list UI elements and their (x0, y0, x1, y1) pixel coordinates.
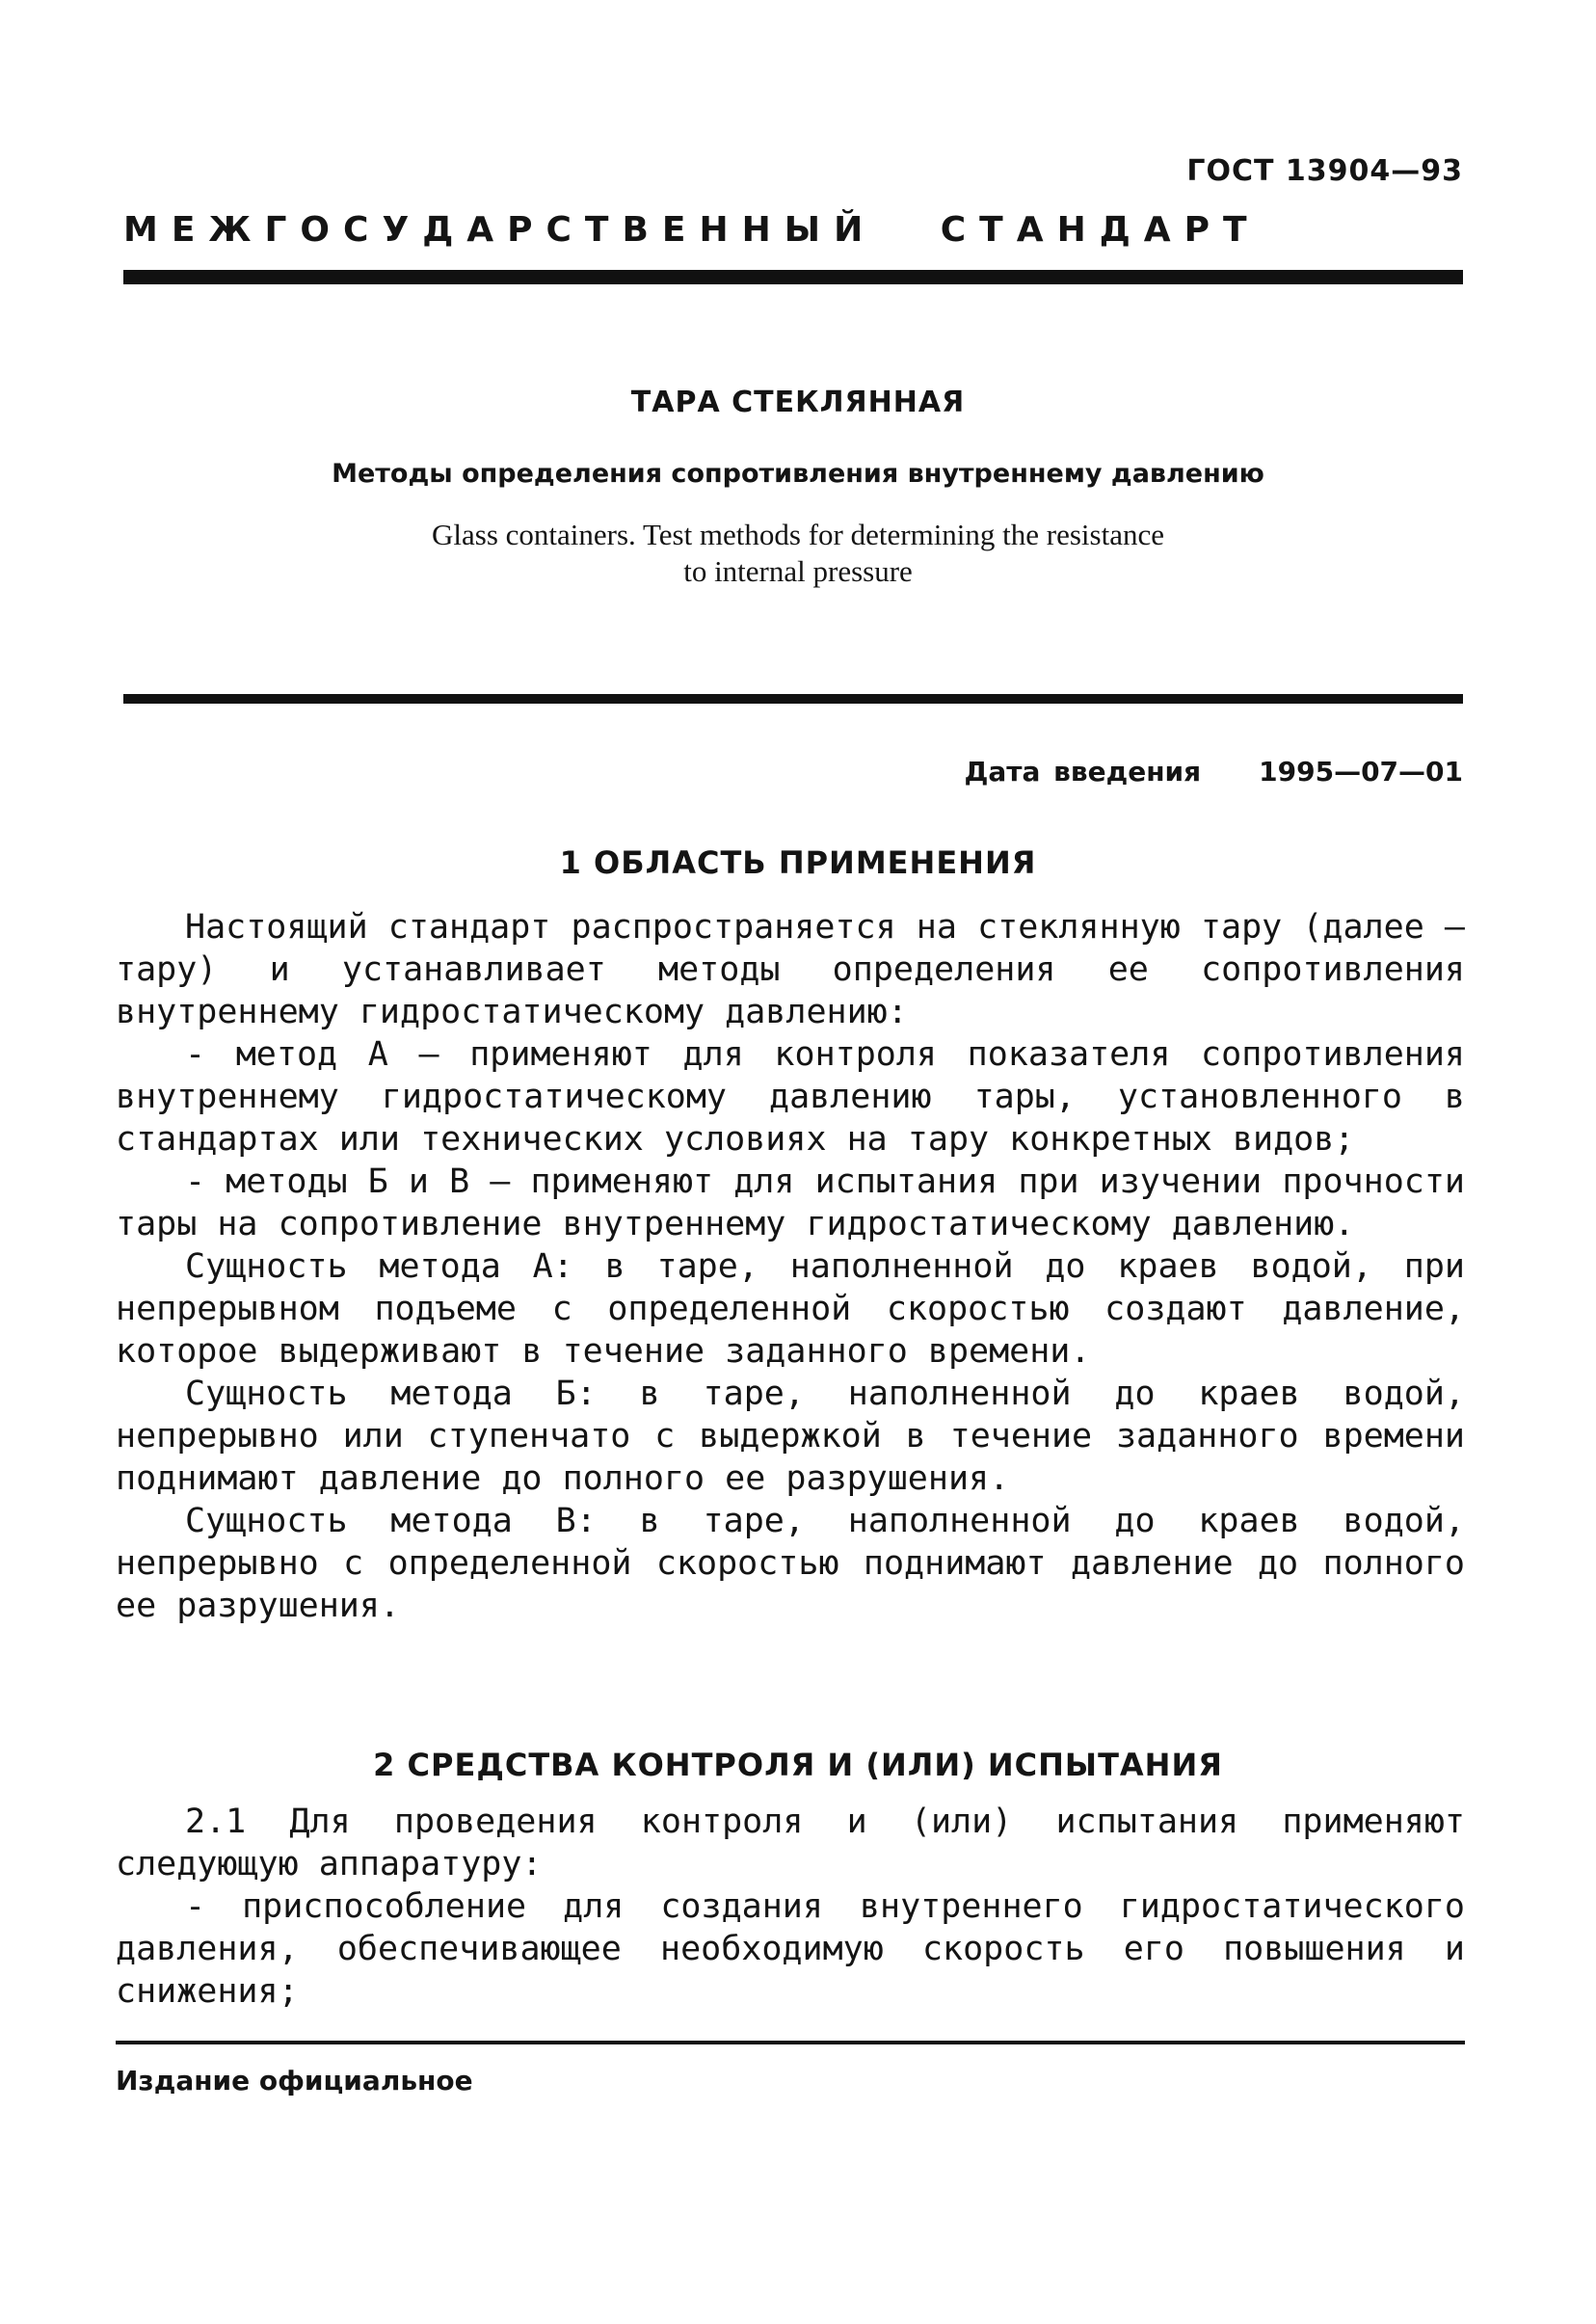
paragraph: - приспособление для создания внутреннего гидростатического давления, обеспечивающее необходимую скорость его повышения и снижения; (116, 1887, 1465, 2011)
paragraph: Сущность метода Б: в таре, наполненной до краев водой, непрерывно или ступенчато с выдержкой в течение заданного времени поднимают давление до полного ее разрушения. (116, 1375, 1465, 1498)
paragraph: Сущность метода В: в таре, наполненной до краев водой, непрерывно с определенной скоростью поднимают давление до полного ее разрушения. (116, 1502, 1465, 1625)
introduction-date (964, 756, 1463, 788)
paragraph: - методы Б и В — применяют для испытания при изучении прочности тары на сопротивление внутреннему гидростатическому давлению. (116, 1162, 1465, 1243)
document-english-title: Glass containers. Test methods for determining the resistance to internal pressure (432, 518, 1164, 588)
gost-code: ГОСТ 13904—93 (1186, 154, 1463, 188)
interstate-standard-heading: МЕЖГОСУДАРСТВЕННЫЙ СТАНДАРТ (123, 210, 1261, 250)
document-subtitle: Методы определения сопротивления внутреннему давлению (332, 459, 1264, 489)
paragraph: - метод А — применяют для контроля показателя сопротивления внутреннему гидростатическому давлению тары, установленного в стандартах или технических условиях на тару конкретных видов; (116, 1035, 1465, 1159)
document-title: ТАРА СТЕКЛЯННАЯ (630, 386, 966, 419)
paragraph: Настоящий стандарт распространяется на стеклянную тару (далее — тару) и устанавливает методы определения ее сопротивления внутреннему гидростатическому давлению: (116, 908, 1465, 1031)
section-2-heading: 2 СРЕДСТВА КОНТРОЛЯ И (ИЛИ) ИСПЫТАНИЯ (373, 1747, 1223, 1783)
date-value: 1995—07—01 (1259, 756, 1463, 788)
paragraph: 2.1 Для проведения контроля и (или) испытания применяют следующую аппаратуру: (116, 1803, 1465, 1883)
paragraph: Сущность метода А: в таре, наполненной до краев водой, при непрерывном подъеме с определенной скоростью создают давление, которое выдерживают в течение заданного времени. (116, 1247, 1465, 1371)
title-divider (123, 694, 1463, 704)
section-1-heading: 1 ОБЛАСТЬ ПРИМЕНЕНИЯ (559, 844, 1037, 881)
section-1-body (116, 906, 1465, 1627)
section-2-body (116, 1801, 1465, 2013)
edition-note: Издание официальное (116, 2065, 473, 2097)
date-label: Дата введения (964, 756, 1202, 788)
footer-divider (116, 2041, 1465, 2044)
top-divider (123, 270, 1463, 284)
